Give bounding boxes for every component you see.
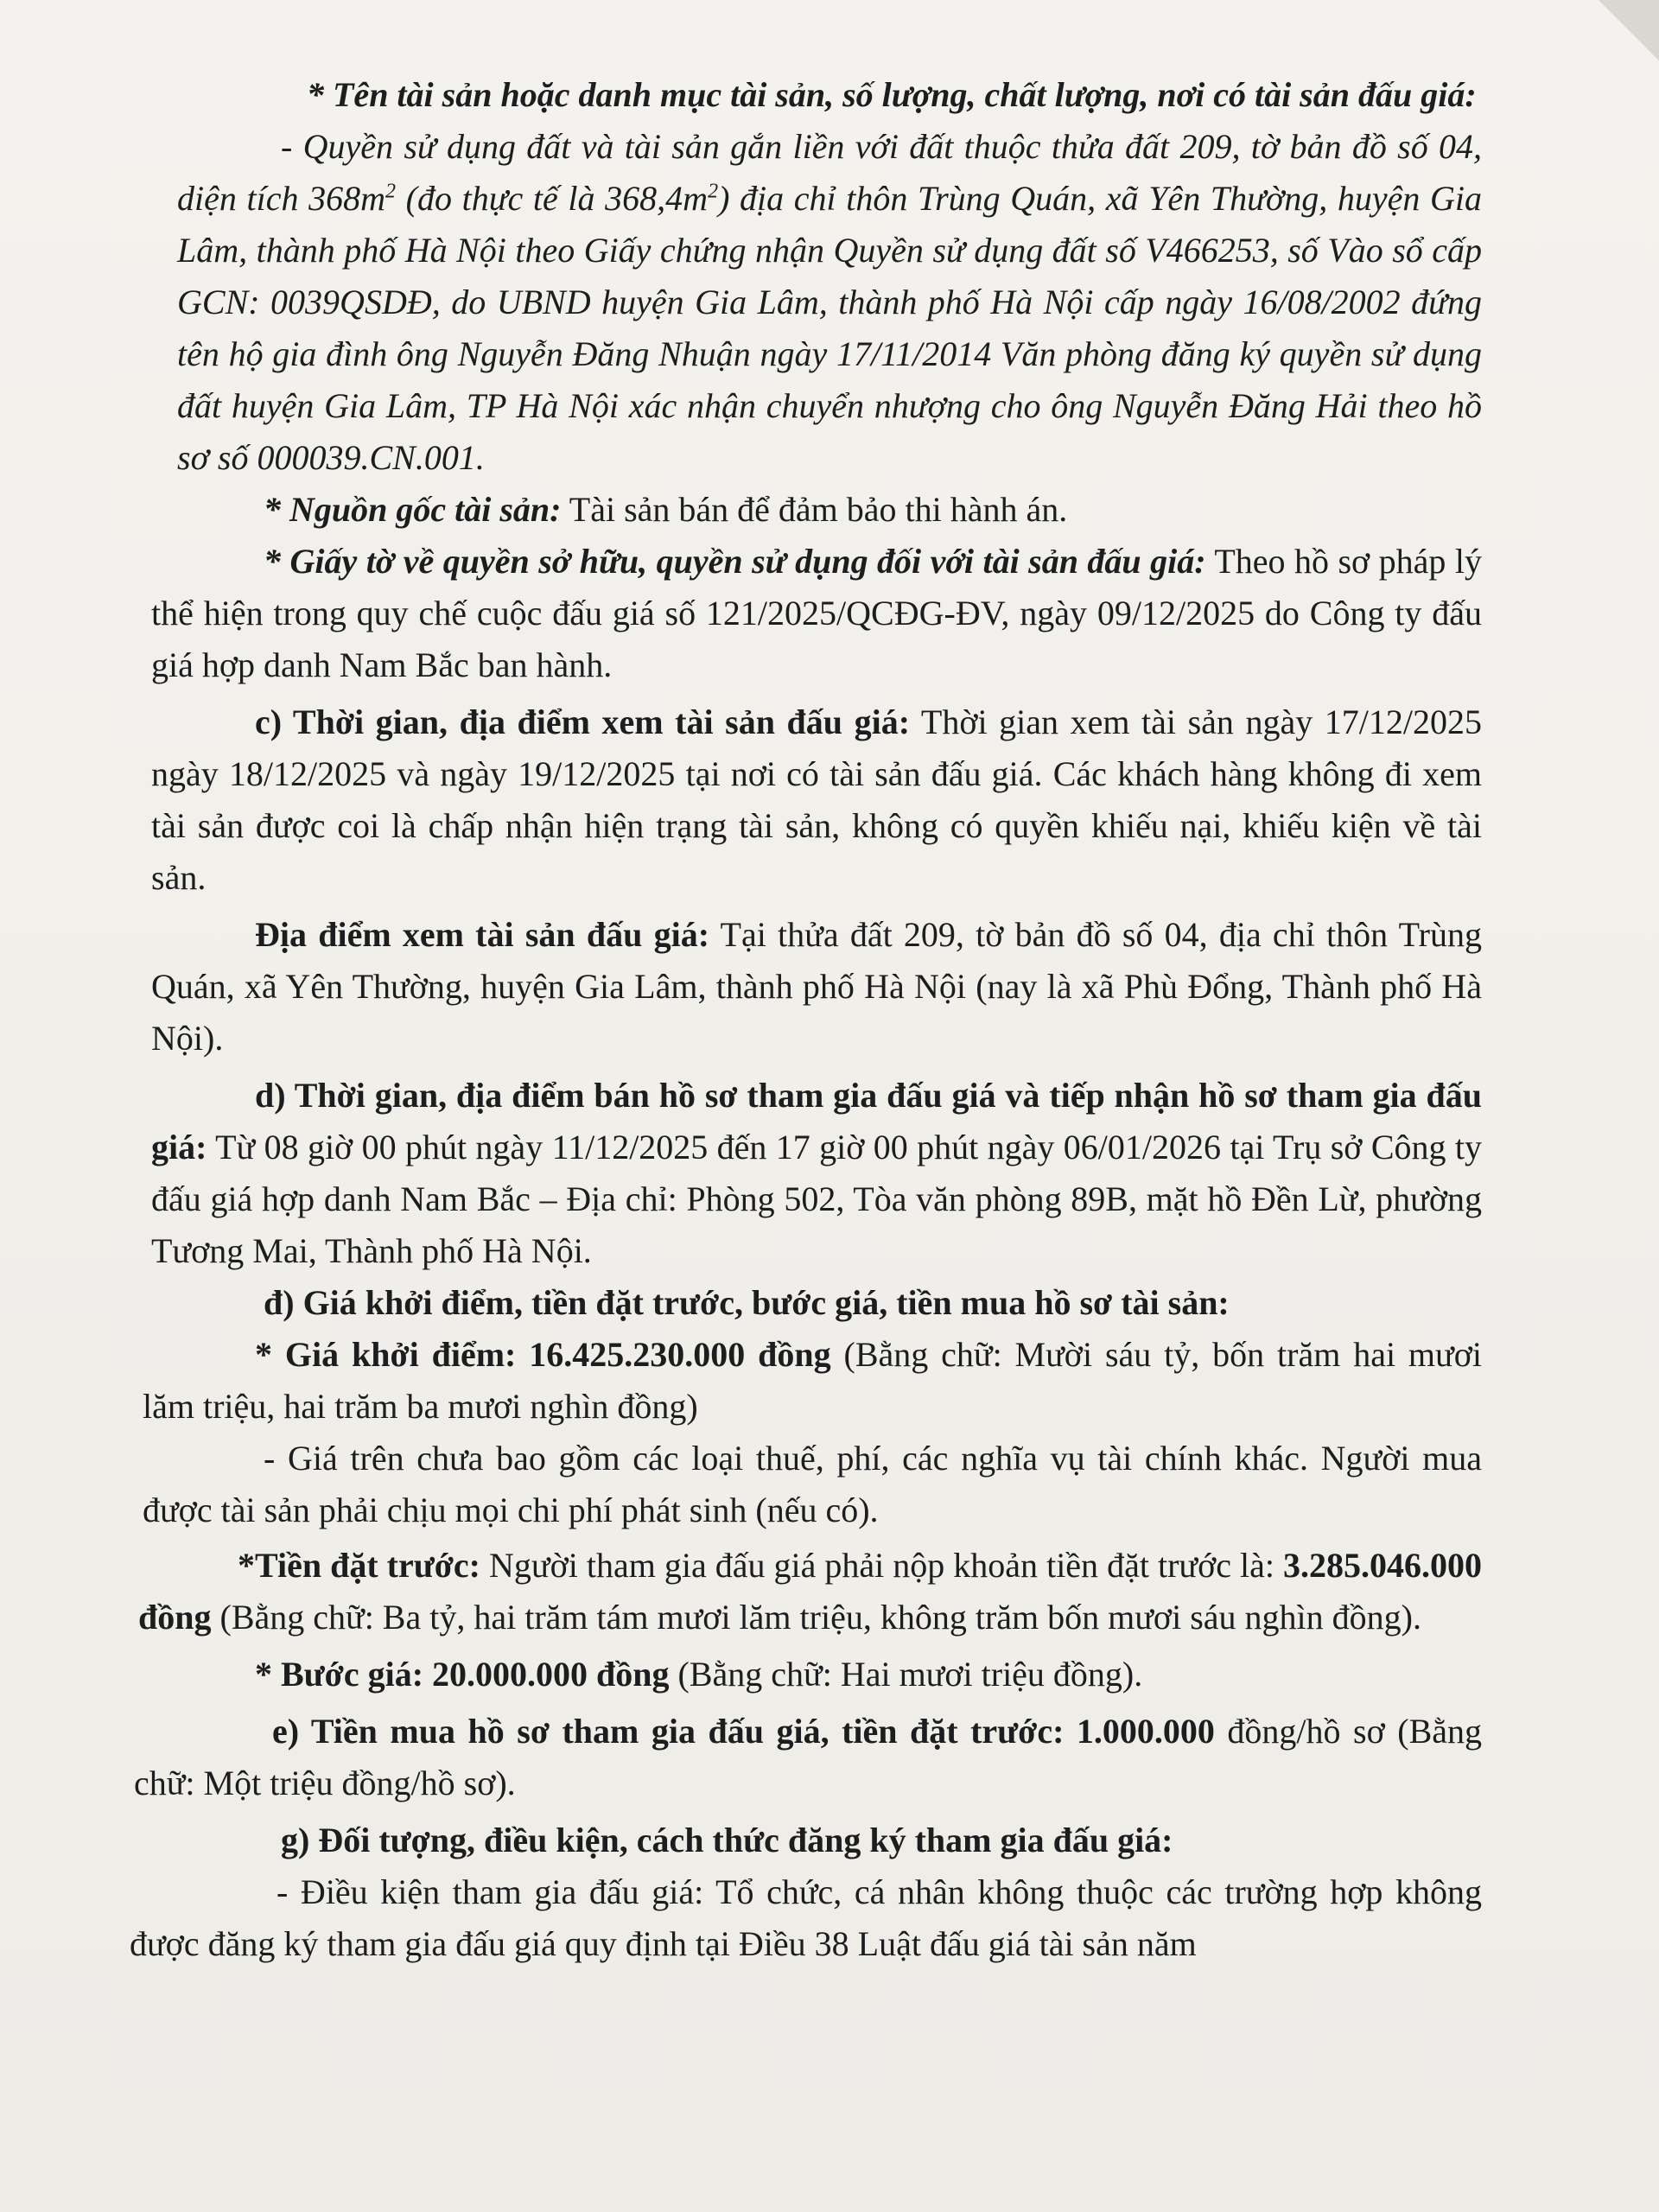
start-price-label: * Giá khởi điểm: 16.425.230.000 đồng	[255, 1335, 831, 1374]
asset-origin-label: * Nguồn gốc tài sản:	[264, 490, 562, 529]
asset-papers-text: Theo hồ sơ pháp lý thể hiện trong quy chế cuộc đấu giá số 121/2025/QCĐG-ĐV, ngày 09/12/2025 do Công ty đấu giá hợp danh Nam Bắc ban hành.	[151, 542, 1483, 684]
asset-papers-label: * Giấy tờ về quyền sở hữu, quyền sử dụng đối với tài sản đấu giá:	[264, 542, 1206, 581]
asset-description	[177, 121, 1482, 484]
start-price	[143, 1329, 1482, 1433]
section-dd: đ) Giá khởi điểm, tiền đặt trước, bước giá, tiền mua hồ sơ tài sản:	[264, 1283, 1230, 1322]
deposit-amount: 3.285.046.000 đồng	[138, 1546, 1482, 1637]
price-note: - Giá trên chưa bao gồm các loại thuế, phí, các nghĩa vụ tài chính khác. Người mua được tài sản phải chịu mọi chi phí phát sinh (nếu có).	[143, 1439, 1482, 1529]
price-step-text: (Bằng chữ: Hai mươi triệu đồng).	[669, 1655, 1143, 1694]
participation-conditions: - Điều kiện tham gia đấu giá: Tổ chức, cá nhân không thuộc các trường hợp không được đăng ký tham gia đấu giá quy định tại Điều 38 Luật đấu giá tài sản năm	[130, 1872, 1482, 1963]
price-step	[138, 1649, 1482, 1700]
section-d	[151, 1070, 1482, 1277]
viewing-place-label: Địa điểm xem tài sản đấu giá:	[255, 915, 710, 954]
start-price-text: (Bằng chữ: Mười sáu tỷ, bốn trăm hai mươi lăm triệu, hai trăm ba mươi nghìn đồng)	[143, 1335, 1482, 1426]
section-d-text: Từ 08 giờ 00 phút ngày 11/12/2025 đến 17 giờ 00 phút ngày 06/01/2026 tại Trụ sở Công ty đấu giá hợp danh Nam Bắc – Địa chỉ: Phòng 502, Tòa văn phòng 89B, mặt hồ Đền Lừ, phường Tương Mai, Thành phố Hà Nội.	[151, 1128, 1482, 1270]
section-d-label: d) Thời gian, địa điểm bán hồ sơ tham gia đấu giá và tiếp nhận hồ sơ tham gia đấu giá:	[151, 1076, 1482, 1166]
deposit-words: (Bằng chữ: Ba tỷ, hai trăm tám mươi lăm triệu, không trăm bốn mươi sáu nghìn đồng).	[211, 1598, 1421, 1637]
asset-desc-part-3: ) địa chỉ thôn Trùng Quán, xã Yên Thường, huyện Gia Lâm, thành phố Hà Nội theo Giấy chứng nhận Quyền sử dụng đất số V466253, số Vào sổ cấp GCN: 0039QSDĐ, do UBND huyện Gia Lâm, thành phố Hà Nội cấp ngày 16/08/2002 đứng tên hộ gia đình ông Nguyễn Đăng Nhuận ngày 17/11/2014 Văn phòng đăng ký quyền sử dụng đất huyện Gia Lâm, TP Hà Nội xác nhận chuyển nhượng cho ông Nguyễn Đăng Hải theo hồ sơ số 000039.CN.001.	[177, 179, 1483, 477]
section-e-label: e) Tiền mua hồ sơ tham gia đấu giá, tiền đặt trước: 1.000.000	[272, 1712, 1215, 1751]
section-e	[134, 1706, 1482, 1809]
asset-heading: * Tên tài sản hoặc danh mục tài sản, số lượng, chất lượng, nơi có tài sản đấu giá:	[307, 75, 1477, 114]
section-g: g) Đối tượng, điều kiện, cách thức đăng ký tham gia đấu giá:	[281, 1821, 1173, 1859]
deposit	[138, 1540, 1482, 1643]
page-corner-fold	[1599, 0, 1659, 60]
document-body	[130, 69, 1483, 1970]
asset-desc-part-2: (đo thực tế là 368,4m	[396, 179, 709, 218]
section-c-label: c) Thời gian, địa điểm xem tài sản đấu giá:	[255, 702, 911, 741]
price-step-label: * Bước giá: 20.000.000 đồng	[255, 1655, 670, 1694]
superscript-2: 2	[708, 180, 719, 203]
section-c	[151, 696, 1482, 904]
deposit-label: *Tiền đặt trước:	[238, 1546, 480, 1585]
section-c-text: Thời gian xem tài sản ngày 17/12/2025 ngày 18/12/2025 và ngày 19/12/2025 tại nơi có tài sản đấu giá. Các khách hàng không đi xem tài sản được coi là chấp nhận hiện trạng tài sản, không có quyền khiếu nại, khiếu kiện về tài sản.	[151, 702, 1483, 897]
superscript-1: 2	[385, 180, 397, 203]
asset-origin-text: Tài sản bán để đảm bảo thi hành án.	[561, 490, 1068, 529]
asset-papers	[151, 536, 1482, 691]
asset-desc-part-1: - Quyền sử dụng đất và tài sản gắn liền với đất thuộc thửa đất 209, tờ bản đồ số 04, diện tích 368m	[177, 127, 1482, 218]
viewing-place	[151, 909, 1482, 1065]
deposit-text: Người tham gia đấu giá phải nộp khoản tiền đặt trước là:	[480, 1546, 1283, 1585]
asset-origin	[177, 484, 1482, 536]
viewing-place-text: Tại thửa đất 209, tờ bản đồ số 04, địa chỉ thôn Trùng Quán, xã Yên Thường, huyện Gia Lâm, thành phố Hà Nội (nay là xã Phù Đổng, Thành phố Hà Nội).	[151, 915, 1482, 1058]
section-e-text: đồng/hồ sơ (Bằng chữ: Một triệu đồng/hồ sơ).	[134, 1712, 1483, 1802]
